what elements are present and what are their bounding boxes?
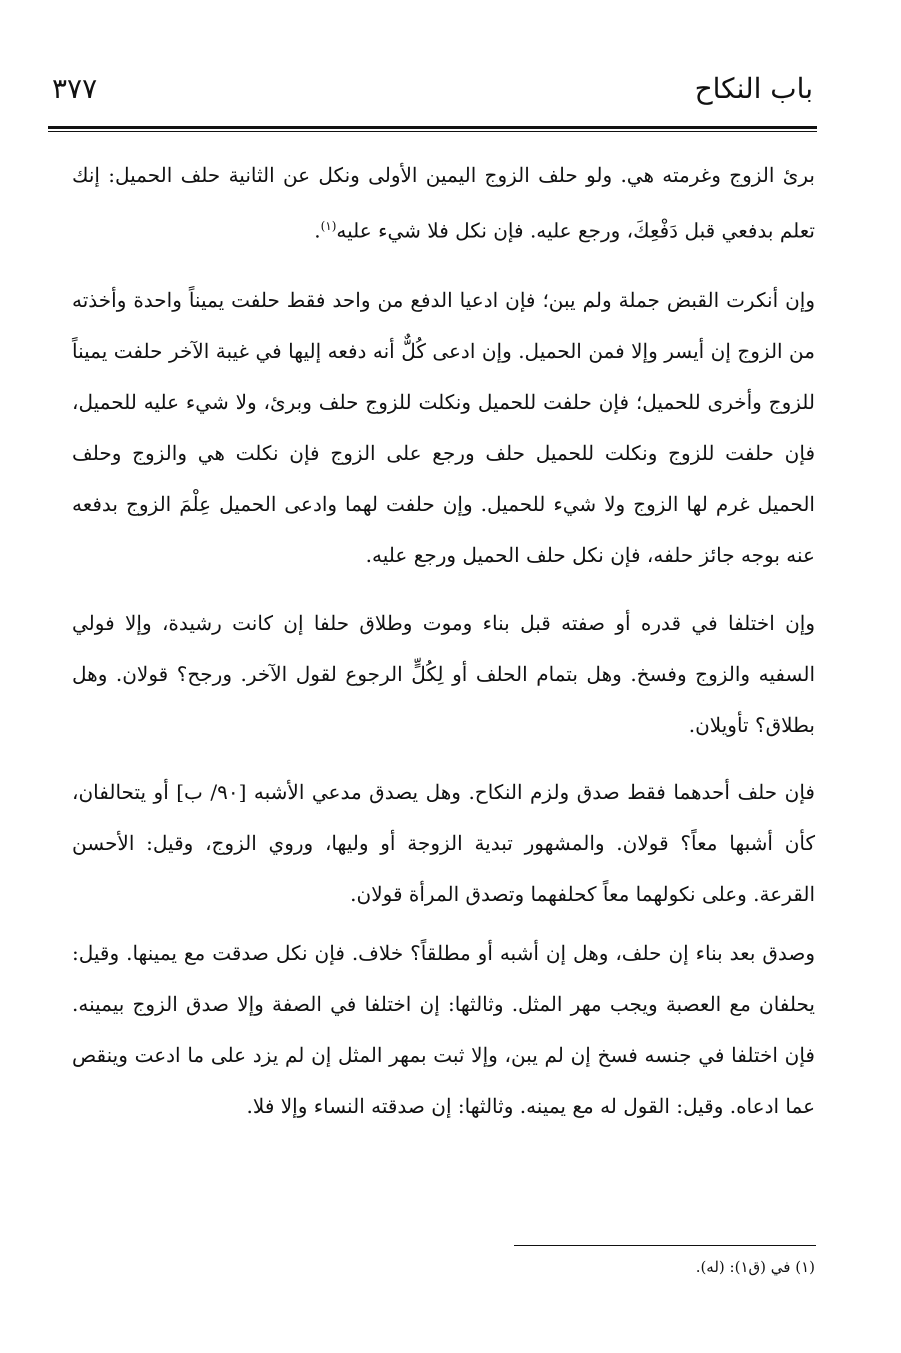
header-rule-thin: [48, 131, 817, 132]
footnote: (١) في (ق١): (له).: [695, 1258, 815, 1276]
paragraph-3: وإن اختلفا في قدره أو صفته قبل بناء وموت وطلاق حلفا إن كانت رشيدة، وإلا فولي السفيه والزوج وفسخ. وهل بتمام الحلف أو لِكُلٍّ الرجوع لقول الآخر. ورجح؟ قولان. وهل بطلاق؟ تأويلان.: [72, 610, 815, 737]
paragraph-5: وصدق بعد بناء إن حلف، وهل إن أشبه أو مطلقاً؟ خلاف. فإن نكل صدقت مع يمينها. وقيل: يحلفان مع العصبة ويجب مهر المثل. وثالثها: إن اختلفا في الصفة وإلا صدق الزوج بيمينه. فإن اختلفا في جنسه فسخ إن لم يبن، وإلا ثبت بمهر المثل إن لم يزد على ما ادعت وينقص عما ادعاه. وقيل: القول له مع يمينه. وثالثها: إن صدقته النساء وإلا فلا.: [72, 940, 816, 1118]
page-number: ٣٧٧: [52, 72, 98, 105]
footnote-rule: [514, 1245, 816, 1246]
header-rule-thick: [48, 126, 817, 129]
paragraph-1-text: برئ الزوج وغرمته هي. ولو حلف الزوج اليمين الأولى ونكل عن الثانية حلف الحميل: إنك تعلم بدفعي قبل دَفْعِكَ، ورجع عليه. فإن نكل فلا شيء عليه: [72, 163, 815, 243]
main-text: [72, 150, 815, 1132]
footnote-marker: (١): [320, 219, 337, 233]
paragraph-2: وإن أنكرت القبض جملة ولم يبن؛ فإن ادعيا الدفع من واحد فقط حلفت يميناً واحدة وأخذته من الزوج إن أيسر وإلا فمن الحميل. وإن ادعى كُلٌّ أنه دفعه إليها في غيبة الآخر حلفت يميناً للزوج وأخرى للحميل؛ فإن حلفت للحميل ونكلت للزوج حلف وبرئ، ولا شيء عليه للحميل، فإن حلفت للزوج ونكلت للحميل حلف ورجع على الزوج فإن نكلت هي والزوج وحلف الحميل غرم لها الزوج ولا شيء للحميل. وإن حلفت لهما وادعى الحميل عِلْمَ الزوج بدفعه عنه بوجه جائز حلفه، فإن نكل حلف الحميل ورجع عليه.: [72, 287, 815, 567]
paragraph-4: فإن حلف أحدهما فقط صدق ولزم النكاح. وهل يصدق مدعي الأشبه [٩٠/ ب] أو يتحالفان، كأن أشبها معاً؟ قولان. والمشهور تبدية الزوجة أو وليها، وروي الزوج، وقيل: الأحسن القرعة. وعلى نكولهما معاً كحلفهما وتصدق المرأة قولان.: [72, 779, 815, 906]
running-head: باب النكاح: [694, 72, 813, 105]
paragraph-1: برئ الزوج وغرمته هي. ولو حلف الزوج اليمين الأولى ونكل عن الثانية حلف الحميل: إنك تعلم بدفعي قبل دَفْعِكَ، ورجع عليه. فإن نكل فلا شيء عليه$^{(١)}$.: [72, 163, 815, 243]
page-header: [52, 72, 813, 120]
